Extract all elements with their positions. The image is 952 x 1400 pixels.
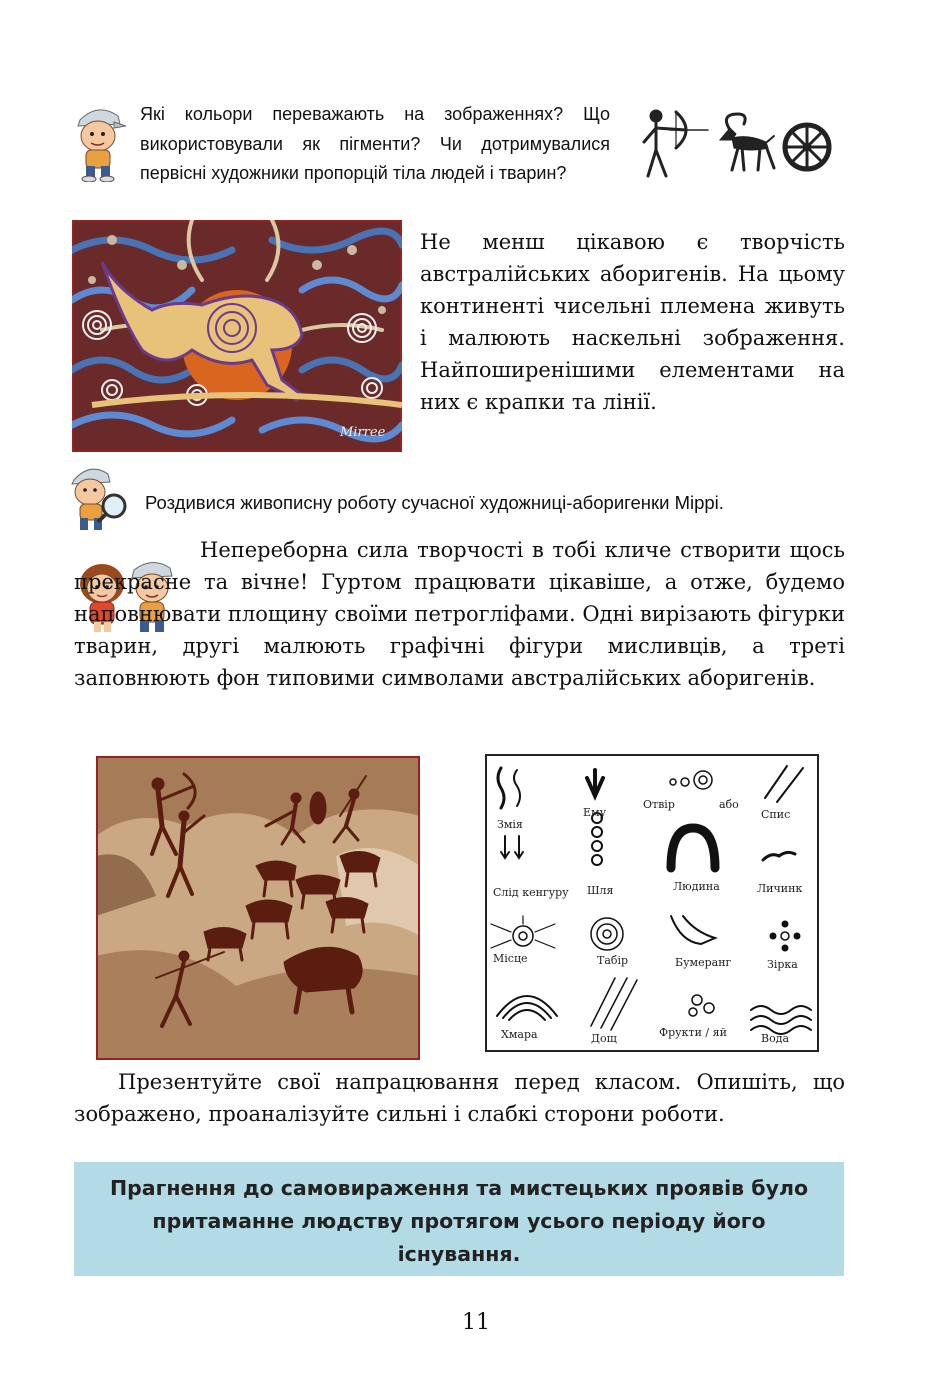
snake-symbol <box>498 768 504 808</box>
symbol-label-grub: Личинк <box>757 882 803 895</box>
symbol-label-or: або <box>719 798 739 811</box>
symbol-label-hole: Отвір <box>643 798 675 811</box>
aboriginal-symbols-chart <box>485 754 819 1052</box>
ibex-glyph-icon <box>712 110 778 176</box>
cloud-symbol <box>497 996 557 1016</box>
presentation-text: Презентуйте свої напрацювання перед класом. Опишіть, що зображено, проаналізуйте сильні і слабкі сторони роботи. <box>74 1070 845 1126</box>
summary-box <box>74 1162 844 1276</box>
kangaroo-track-symbol <box>501 836 509 858</box>
meeting-place-symbol <box>513 926 533 946</box>
aboriginal-kangaroo-painting <box>72 220 402 452</box>
archer-glyph-icon <box>640 108 712 180</box>
page-number: 11 <box>462 1310 490 1335</box>
aboriginal-art-paragraph: Не менш цікавою є творчість австралійських аборигенів. На цьому континенті чисельні племена живуть і малюють наскельні зображення. Найпоширенішими елементами на них є крапки та лінії. <box>420 230 845 414</box>
fruit-eggs-symbol <box>692 995 702 1005</box>
sun-wheel-glyph-icon <box>780 120 834 174</box>
hole-symbol <box>670 779 676 785</box>
symbol-label-snake: Змія <box>497 818 523 831</box>
boy-mascot-icon <box>70 100 126 182</box>
symbol-label-kangaroo-track: Слід кенгуру <box>493 886 569 899</box>
symbol-label-emu: Ему <box>583 806 607 819</box>
look-instruction: Роздивися живописну роботу сучасної художниці-аборигенки Міррі. <box>145 492 724 513</box>
symbol-label-path: Шля <box>587 884 614 897</box>
emu-symbol <box>587 770 603 796</box>
painting-signature: Mirree <box>340 425 386 440</box>
group-task-paragraph <box>74 534 845 694</box>
symbol-label-fruit: Фрукти / яй <box>659 1026 727 1039</box>
water-symbol <box>751 1006 811 1014</box>
cave-painting-image <box>96 756 420 1060</box>
boomerang-symbol <box>671 916 715 944</box>
symbol-label-cloud: Хмара <box>501 1028 538 1041</box>
symbol-label-spear: Спис <box>761 808 791 821</box>
symbol-label-meeting-place: Місце <box>493 952 528 965</box>
symbol-label-water: Вода <box>761 1032 790 1045</box>
rain-symbol <box>591 978 615 1026</box>
summary-text: Прагнення до самовираження та мистецьких проявів було притаманне людству протягом усього періоду його існування. <box>109 1176 809 1266</box>
camp-symbol <box>591 918 623 950</box>
symbol-label-rain: Дощ <box>591 1032 617 1045</box>
star-symbol <box>781 932 789 940</box>
symbol-label-star: Зірка <box>767 958 798 971</box>
boy-magnifier-icon <box>68 462 130 534</box>
guiding-questions: Які кольори переважають на зображеннях? Що використовували як пігменти? Чи дотримувалися первісні художники пропорцій тіла людей і тварин? <box>140 104 610 183</box>
symbol-label-camp: Табір <box>597 954 629 967</box>
group-task-text: Непереборна сила творчості в тобі кличе створити щось прекрасне та вічне! Гуртом працювати цікавіше, а отже, будемо наповнювати площину своїми петрогліфами. Одні вирізають фігурки тварин, другі малюють графічні фігури мисливців, а треті заповнюють фон типовими символами австралійських аборигенів. <box>74 538 845 690</box>
presentation-paragraph <box>74 1066 845 1130</box>
grub-symbol <box>763 852 795 860</box>
person-symbol <box>671 828 715 868</box>
symbol-label-person: Людина <box>673 880 720 893</box>
symbol-label-boomerang: Бумеранг <box>675 956 732 969</box>
